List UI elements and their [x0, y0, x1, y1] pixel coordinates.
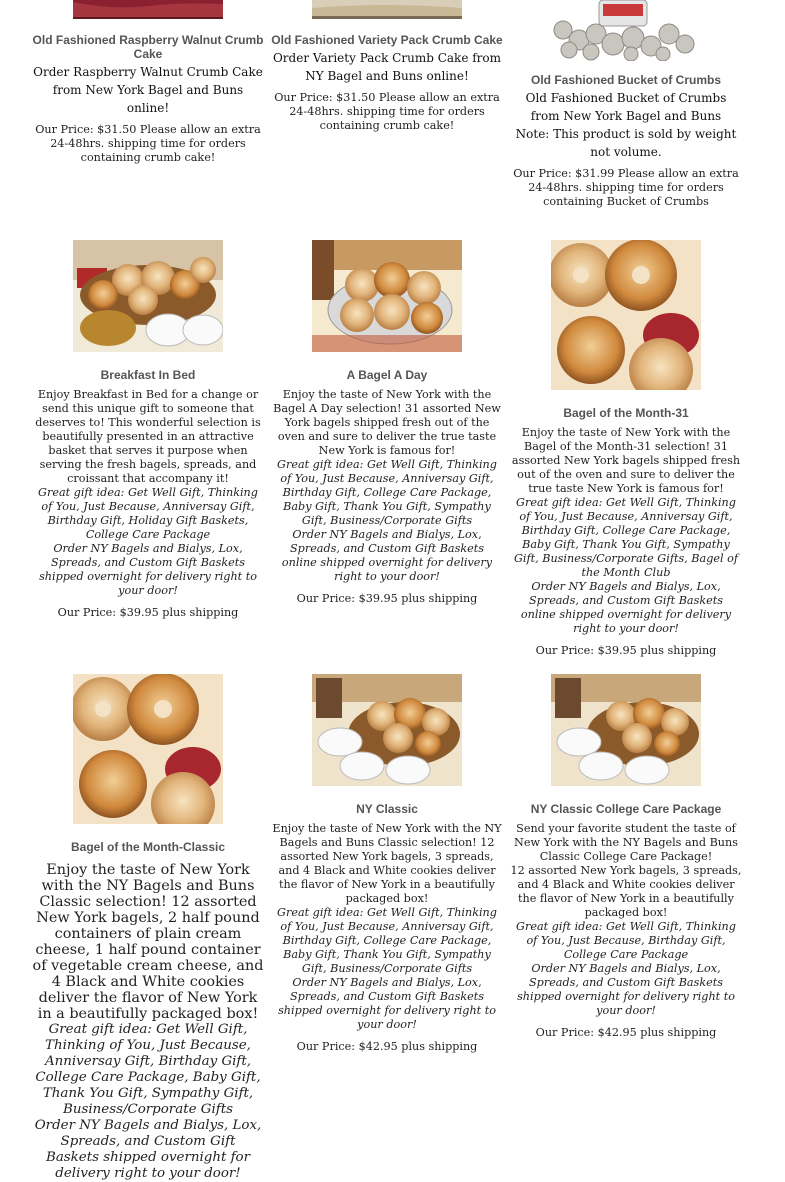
product-title[interactable]: Old Fashioned Variety Pack Crumb Cake [271, 33, 503, 47]
product-title[interactable]: Old Fashioned Raspberry Walnut Crumb Cake [32, 33, 264, 61]
product-raspberry-walnut-crumb-cake [32, 0, 264, 165]
product-description: Enjoy Breakfast in Bed for a change or send this unique gift to someone that deserves to! This wonderful selection is beautifully presented in an attractive basket that serves it purpose when serving the fresh bagels, spreads, and croissant that accompany it! [35, 388, 261, 485]
a-bagel-a-day-image[interactable] [312, 240, 462, 352]
crumb-cake-image[interactable] [73, 0, 223, 19]
product-price: Our Price: $39.95 plus shipping [57, 606, 239, 619]
product-description: Enjoy the taste of New York with the NY Bagels and Buns Classic selection! 12 assorted New York bagels, 2 half pound containers of plain cream cheese, 1 half pound container of vegetable cream cheese, and 4 Black and White cookies deliver the flavor of New York in a beautifully packaged box! [32, 862, 264, 1022]
product-description: Enjoy the taste of New York with the Bagel A Day selection! 31 assorted New York bagels shipped fresh out of the oven and sure to deliver the true taste New York is famous for! [273, 388, 501, 457]
product-title[interactable]: Bagel of the Month-31 [563, 406, 689, 420]
order-text: Order NY Bagels and Bialys, Lox, Spreads, and Custom Gift Baskets shipped overnight for delivery right to your door! [517, 962, 735, 1017]
breakfast-in-bed-image[interactable] [73, 240, 223, 352]
product-description: Enjoy the taste of New York with the Bagel of the Month-31 selection! 31 assorted New York bagels shipped fresh out of the oven and sure to deliver the true taste New York is famous for! [511, 426, 741, 495]
product-price: Our Price: $31.99 Please allow an extra 24-48hrs. shipping time for orders containing Bucket of Crumbs [513, 167, 739, 208]
product-price: Our Price: $39.95 plus shipping [535, 644, 717, 657]
product-title[interactable]: NY Classic College Care Package [530, 802, 722, 816]
order-text: Order NY Bagels and Bialys, Lox, Spreads, and Custom Gift Baskets shipped overnight for delivery right to your door! [278, 976, 496, 1031]
product-lead: Order Raspberry Walnut Crumb Cake from New York Bagel and Buns online! [33, 65, 263, 115]
order-text: Order NY Bagels and Bialys, Lox, Spreads, and Custom Gift Baskets online shipped overnight for delivery right to your door! [520, 580, 732, 635]
product-ny-classic [271, 674, 503, 1054]
product-description-contents: 12 assorted New York bagels, 3 spreads, and 4 Black and White cookies deliver the flavor of New York in a beautifully packaged box! [510, 864, 742, 919]
product-title[interactable]: NY Classic [356, 802, 418, 816]
product-description: Enjoy the taste of New York with the NY Bagels and Buns Classic selection! 12 assorted New York bagels, 3 spreads, and 4 Black and White cookies deliver the flavor of New York in a beautifully packaged box! [272, 822, 502, 905]
ny-classic-image[interactable] [312, 674, 462, 786]
gift-ideas: Great gift idea: Get Well Gift, Thinking of You, Just Because, Anniversay Gift, Birthday Gift, College Care Package, Baby Gift, Thank You Gift, Sympathy Gift, Business/Corporate Gifts [35, 1022, 261, 1117]
order-text: Order NY Bagels and Bialys, Lox, Spreads, and Custom Gift Baskets shipped overnight for delivery right to your door! [39, 542, 257, 597]
gift-ideas: Great gift idea: Get Well Gift, Thinking of You, Just Because, Anniversay Gift, Birthday Gift, Holiday Gift Baskets, College Care Package [38, 486, 258, 541]
product-price: Our Price: $42.95 plus shipping [296, 1040, 478, 1053]
bucket-of-crumbs-image[interactable] [551, 0, 701, 61]
bagel-of-the-month-classic-image[interactable] [73, 674, 223, 824]
product-title[interactable]: Breakfast In Bed [100, 368, 196, 382]
product-price: Our Price: $42.95 plus shipping [535, 1026, 717, 1039]
product-price: Our Price: $39.95 plus shipping [296, 592, 478, 605]
product-bagel-of-the-month-31 [510, 240, 742, 658]
product-note: Note: This product is sold by weight not volume. [515, 127, 737, 159]
product-title[interactable]: Bagel of the Month-Classic [70, 840, 225, 854]
product-bagel-of-the-month-classic [32, 674, 264, 1182]
product-description: Send your favorite student the taste of New York with the NY Bagels and Buns Classic College Care Package! [514, 822, 738, 863]
product-title[interactable]: A Bagel A Day [346, 368, 428, 382]
product-ny-classic-college-care-package [510, 674, 742, 1040]
product-variety-pack-crumb-cake [271, 0, 503, 133]
product-breakfast-in-bed [32, 240, 264, 620]
bagel-of-the-month-image[interactable] [551, 240, 701, 390]
gift-ideas: Great gift idea: Get Well Gift, Thinking of You, Just Because, Anniversay Gift, Birthday Gift, College Care Package, Baby Gift, Thank You Gift, Sympathy Gift, Business/Corporate Gifts [277, 458, 497, 527]
crumb-cake-image[interactable] [312, 0, 462, 19]
gift-ideas: Great gift idea: Get Well Gift, Thinking of You, Just Because, Anniversay Gift, Birthday Gift, College Care Package, Baby Gift, Thank You Gift, Sympathy Gift, Business/Corporate Gifts [277, 906, 497, 975]
order-text: Order NY Bagels and Bialys, Lox, Spreads, and Custom Gift Baskets shipped overnight for delivery right to your door! [34, 1118, 262, 1181]
product-price: Our Price: $31.50 Please allow an extra 24-48hrs. shipping time for orders containing crumb cake! [274, 91, 500, 132]
gift-ideas: Great gift idea: Get Well Gift, Thinking of You, Just Because, Birthday Gift, College Care Package [516, 920, 736, 961]
product-lead: Old Fashioned Bucket of Crumbs from New York Bagel and Buns [525, 91, 727, 123]
gift-ideas: Great gift idea: Get Well Gift, Thinking of You, Just Because, Anniversay Gift, Birthday Gift, College Care Package, Baby Gift, Thank You Gift, Sympathy Gift, Business/Corporate Gifts, Bagel of the Month Club [513, 496, 738, 579]
product-title[interactable]: Old Fashioned Bucket of Crumbs [530, 73, 722, 87]
product-a-bagel-a-day [271, 240, 503, 606]
product-price: Our Price: $31.50 Please allow an extra 24-48hrs. shipping time for orders containing crumb cake! [35, 123, 261, 164]
college-care-package-image[interactable] [551, 674, 701, 786]
order-text: Order NY Bagels and Bialys, Lox, Spreads, and Custom Gift Baskets online shipped overnight for delivery right to your door! [281, 528, 493, 583]
product-bucket-of-crumbs [510, 0, 742, 209]
product-lead: Order Variety Pack Crumb Cake from NY Bagel and Buns online! [272, 51, 502, 83]
